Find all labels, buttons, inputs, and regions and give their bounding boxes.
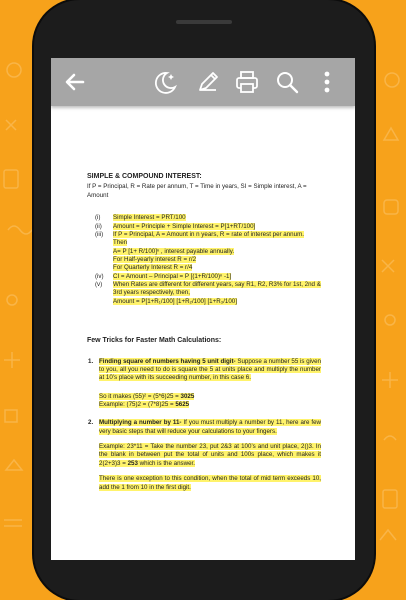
trick-item <box>87 419 321 436</box>
document-page <box>87 172 321 499</box>
search-icon[interactable] <box>273 68 301 96</box>
formula-list <box>87 214 321 306</box>
list-text: If P = Principal, A = Amount in n years, R = rate of interest per annum. <box>113 230 304 238</box>
list-number: (iv) <box>95 272 104 280</box>
print-icon[interactable] <box>233 68 261 96</box>
phone-speaker <box>176 20 232 24</box>
intro-text: If P = Principal, R = Rate per annum, T = Time in years, SI = Simple interest, A = Amount <box>87 183 307 199</box>
list-item <box>87 223 321 231</box>
trick-item <box>87 358 321 383</box>
trick-number: 1. <box>88 357 94 365</box>
tricks-heading: Few Tricks for Faster Math Calculations: <box>87 337 222 345</box>
trick-number: 2. <box>88 419 94 427</box>
list-text: When Rates are different for different years, say R1, R2, R3% for 1st, 2nd & 3rd years respectively, then, <box>113 281 321 297</box>
night-mode-icon[interactable] <box>151 68 179 96</box>
list-number: (i) <box>95 214 101 222</box>
toolbar <box>51 58 355 106</box>
example-result: 253 <box>127 459 138 467</box>
trick-example <box>99 393 321 410</box>
list-number: (iii) <box>95 230 104 238</box>
list-text: Then <box>113 239 128 247</box>
list-text: Amount = P[1+R₁/100] [1+R₂/100] [1+R₃/100] <box>113 297 237 305</box>
list-text: Amount = Principle + Simple Interest = P[1+RT/100] <box>113 222 256 230</box>
example-text: So it makes (55)² = (5*6)25 = <box>99 392 181 400</box>
more-vert-icon[interactable] <box>313 68 341 96</box>
trick-exception <box>99 475 321 492</box>
list-number: (ii) <box>95 222 102 230</box>
example-text: Example: (75)2 = (7*8)25 = <box>99 400 176 408</box>
example-result: 3025 <box>180 392 195 400</box>
trick-example <box>99 443 321 468</box>
trick-title: Multiplying a number by 11- <box>99 419 182 427</box>
example-text: Example: 23*11 = Take the number 23, put 2&3 at 100’s and unit place, 2()3. In the blank in between put the total of units and 100s place, which makes it 2(2+3)3 = <box>99 443 321 467</box>
section-heading: SIMPLE & COMPOUND INTEREST: <box>87 173 202 180</box>
trick-title: Finding square of numbers having 5 unit digit- <box>99 357 236 365</box>
list-item <box>87 281 321 306</box>
list-text: CI = Amount – Principal = P [(1+R/100)ⁿ -1] <box>113 272 232 280</box>
example-result: 5625 <box>175 400 190 408</box>
list-text: A= P [1+ R/100]ⁿ , interest payable annually. <box>113 247 235 255</box>
list-text: Simple Interest = PRT/100 <box>113 214 186 222</box>
trick-body: Suppose a number 55 is given to you, all you need to do is square the 5 at units place and multiply the number at 10’s place with its succeeding number, in this case 6. <box>99 357 321 382</box>
list-item <box>87 231 321 273</box>
exception-text: There is one exception to this condition, when the total of mid term exceeds 10, add the 1 from 10 in the first digit. <box>99 475 321 491</box>
example-text: which is the answer. <box>137 459 195 467</box>
list-number: (v) <box>95 281 103 289</box>
back-arrow-icon[interactable] <box>61 68 89 96</box>
list-text: For Quarterly Interest R = r/4 <box>113 264 193 272</box>
list-item <box>87 214 321 222</box>
trick-body: If you must multiply a number by 11, here are few very basic steps that will reduce your calculations to your fingers. <box>99 419 321 435</box>
list-text: For Half-yearly interest R = r/2 <box>113 255 197 263</box>
pen-icon[interactable] <box>194 68 222 96</box>
list-item <box>87 273 321 281</box>
